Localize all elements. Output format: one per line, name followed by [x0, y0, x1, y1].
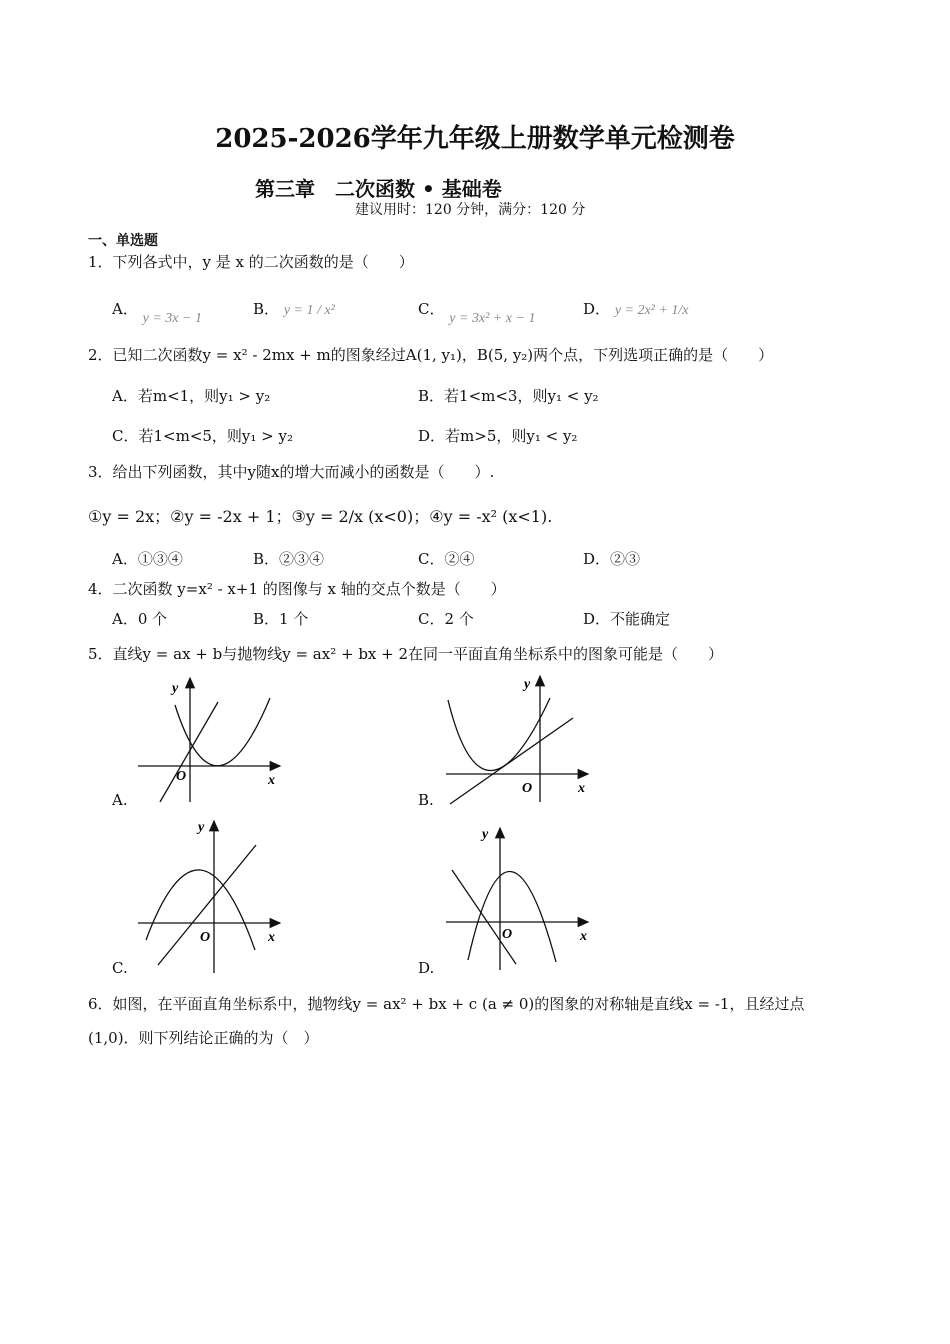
y-axis-label: y	[198, 820, 205, 835]
q4-option-b-label: B．	[253, 610, 280, 628]
q1-option-a-formula: y = 3x − 1	[142, 311, 202, 326]
x-axis-label: x	[578, 781, 585, 796]
q1-option-b-formula: y = 1 / x²	[283, 303, 335, 318]
q1-option-c-label: C．	[418, 300, 445, 318]
q1-option-d-label: D．	[583, 300, 611, 318]
q4-option-c-text: 2 个	[444, 610, 474, 628]
y-axis-label: y	[172, 681, 179, 696]
q3-option-d-label: D．	[583, 550, 611, 568]
q5-option-a-label: A.	[112, 791, 128, 809]
q3-option-b-text: ②③④	[279, 550, 325, 568]
origin-label: O	[176, 769, 187, 784]
q6-stem-line2: (1,0)．则下列结论正确的为（ ）	[88, 1029, 319, 1047]
q2-option-a-label: A．	[112, 387, 138, 405]
q3-option-c	[418, 548, 475, 569]
q4-stem: 4．二次函数 y=x² - x+1 的图像与 x 轴的交点个数是（ ）	[88, 580, 506, 598]
q2-option-c	[112, 425, 293, 446]
q4-option-c	[418, 608, 474, 629]
q2-option-d	[418, 425, 577, 446]
line	[452, 870, 516, 964]
parabola	[448, 698, 550, 771]
q4-option-b-text: 1 个	[279, 610, 309, 628]
q1-option-a-label: A．	[112, 300, 138, 318]
chapter-subtitle: 第三章 二次函数 • 基础卷	[255, 177, 502, 201]
q2-option-a-text: 若m<1，则y₁ > y₂	[137, 387, 271, 405]
q6-stem-line1: 6．如图，在平面直角坐标系中，抛物线y = ax² + bx + c (a ≠ 0)的图象的对称轴是直线x = -1，且经过点	[88, 995, 805, 1013]
x-axis-label: x	[268, 930, 275, 945]
parabola	[175, 698, 270, 766]
q4-option-d-text: 不能确定	[610, 610, 671, 628]
q3-option-c-label: C．	[418, 550, 445, 568]
y-axis-label: y	[482, 827, 489, 842]
q2-option-d-text: 若m>5，则y₁ < y₂	[445, 427, 578, 445]
origin-label: O	[522, 781, 533, 796]
q3-option-b	[253, 548, 324, 569]
q1-option-d-formula: y = 2x² + 1/x	[614, 303, 689, 318]
q4-option-b	[253, 608, 308, 629]
q3-option-a	[112, 548, 183, 569]
q5-graph-a	[130, 670, 290, 805]
q2-option-c-text: 若1<m<5，则y₁ > y₂	[138, 427, 294, 445]
q5-option-d-label: D.	[418, 959, 435, 977]
line	[160, 702, 218, 802]
page-title: 2025-2026学年九年级上册数学单元检测卷	[215, 124, 735, 154]
q1-option-d	[583, 298, 688, 319]
q3-functions: ①y = 2x；②y = -2x + 1；③y = 2/x (x<0)；④y = -x² (x<1).	[88, 507, 553, 526]
q3-stem: 3．给出下列函数，其中y随x的增大而减小的函数是（ ）.	[88, 463, 495, 481]
origin-label: O	[200, 930, 211, 945]
q2-option-c-label: C．	[112, 427, 139, 445]
exam-info: 建议用时：120 分钟，满分：120 分	[355, 202, 586, 218]
q2-option-b	[418, 385, 599, 406]
q2-option-b-label: B．	[418, 387, 445, 405]
y-axis-label: y	[524, 677, 531, 692]
q3-option-c-text: ②④	[444, 550, 475, 568]
x-axis-label: x	[268, 773, 275, 788]
q4-option-a-label: A．	[112, 610, 138, 628]
section-title: 一、单选题	[88, 233, 158, 249]
q5-graph-c	[130, 815, 290, 975]
q1-option-c	[418, 298, 536, 326]
q5-option-c-label: C.	[112, 959, 128, 977]
q3-option-b-label: B．	[253, 550, 280, 568]
q1-option-b-label: B．	[253, 300, 280, 318]
q4-option-d	[583, 608, 670, 629]
parabola	[468, 871, 556, 962]
q5-graph-d	[438, 822, 598, 972]
q2-option-d-label: D．	[418, 427, 446, 445]
q5-option-b-label: B.	[418, 791, 434, 809]
q2-option-b-text: 若1<m<3，则y₁ < y₂	[444, 387, 599, 405]
q1-option-a	[112, 298, 202, 326]
q3-option-a-label: A．	[112, 550, 138, 568]
line	[158, 845, 256, 965]
x-axis-label: x	[580, 929, 587, 944]
q3-option-d-text: ②③	[610, 550, 641, 568]
line	[450, 718, 573, 804]
q1-stem: 1．下列各式中，y 是 x 的二次函数的是（ ）	[88, 253, 414, 271]
q5-stem: 5．直线y = ax + b与抛物线y = ax² + bx + 2在同一平面直角坐标系中的图象可能是（ ）	[88, 645, 724, 663]
q4-option-a-text: 0 个	[137, 610, 168, 628]
q1-option-c-formula: y = 3x² + x − 1	[449, 311, 536, 326]
q2-option-a	[112, 385, 270, 406]
q2-stem: 2．已知二次函数y = x² - 2mx + m的图象经过A(1, y₁)，B(5, y₂)两个点，下列选项正确的是（ ）	[88, 346, 774, 364]
origin-label: O	[502, 927, 513, 942]
q4-option-c-label: C．	[418, 610, 445, 628]
q4-option-d-label: D．	[583, 610, 611, 628]
q4-option-a	[112, 608, 167, 629]
q5-graph-b	[438, 670, 598, 805]
q3-option-a-text: ①③④	[137, 550, 183, 568]
q3-option-d	[583, 548, 640, 569]
q1-option-b	[253, 298, 335, 319]
